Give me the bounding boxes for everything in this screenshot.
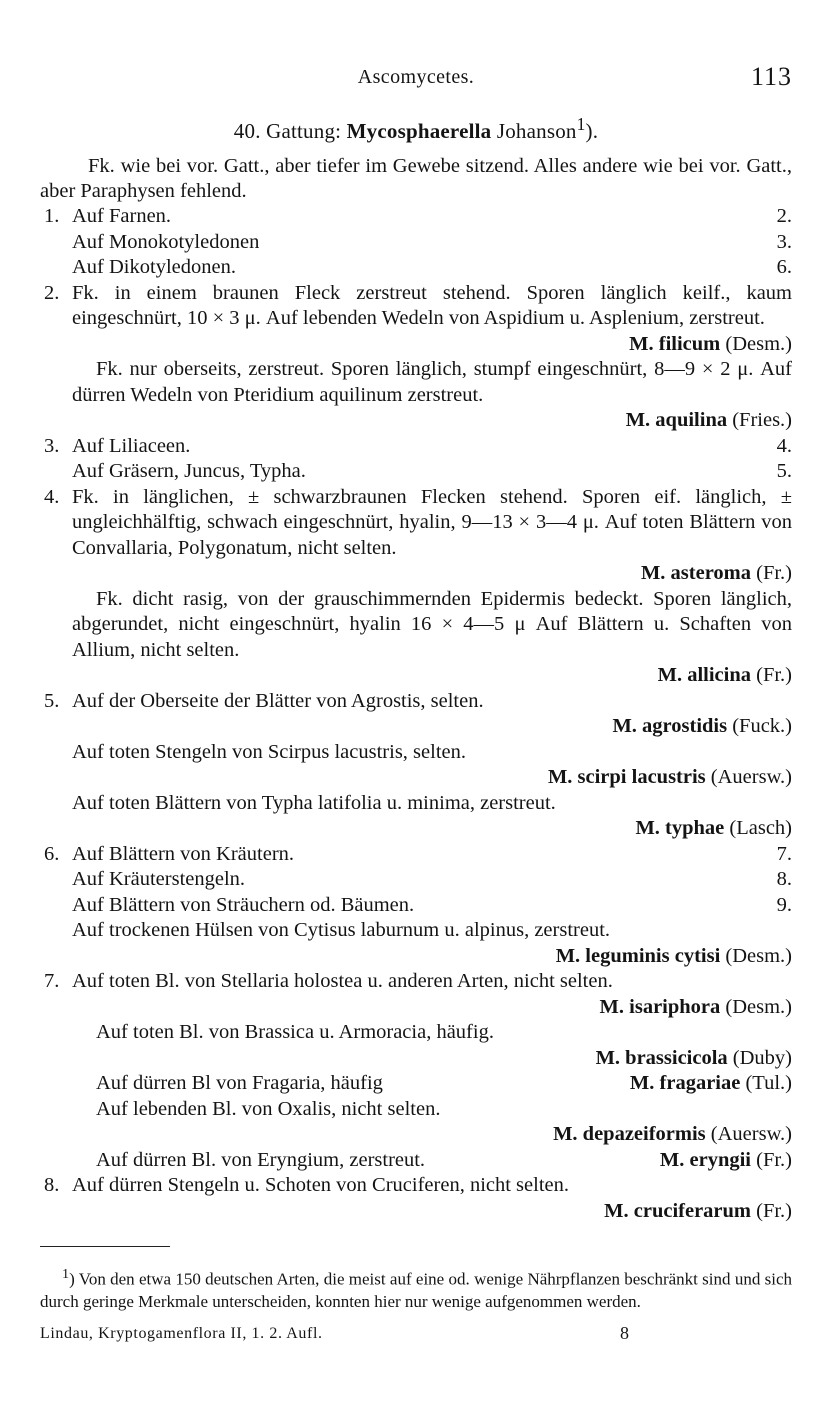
species-entry	[40, 587, 792, 689]
species-entry	[40, 281, 792, 358]
key-lead: 8.	[776, 868, 792, 890]
species-author: (Desm.)	[725, 944, 792, 967]
entry-text: Auf dürren Bl von Fragaria, häufig	[96, 1072, 383, 1094]
genus-description: Fk. wie bei vor. Gatt., aber tiefer im Gewebe sitzend. Alles andere wie bei vor. Gatt., aber Paraphysen fehlend.	[40, 155, 792, 202]
species-entry	[40, 1097, 792, 1148]
species-name-line	[72, 332, 792, 358]
species-entry	[40, 357, 792, 434]
genus-heading	[40, 114, 792, 144]
species-name-line	[72, 1046, 792, 1072]
species-name: M. agrostidis	[612, 715, 728, 737]
species-author: (Fr.)	[756, 562, 792, 584]
key-number: 5.	[44, 689, 60, 712]
species-entry	[40, 1148, 792, 1174]
key-text: Auf Dikotyledonen.	[72, 256, 236, 278]
footnote: $^1$) Von den etwa 150 deutschen Arten, die meist auf eine od. wenige Nährpflanzen beschränkt sind und sich durch geringe Merkmale unterscheiden, konnten hier nur wenige aufgenommen werden.	[40, 1266, 792, 1311]
species-name: M. typhae	[635, 817, 725, 839]
key-lead: 6.	[776, 256, 792, 278]
species-name: M. cruciferarum	[604, 1199, 751, 1222]
species-name-line	[72, 714, 792, 740]
species-entry	[40, 740, 792, 791]
species-name: M. scirpi lacustris	[547, 766, 706, 788]
entry-text: Auf dürren Stengeln u. Schoten von Cruciferen, nicht selten.	[72, 1174, 569, 1196]
key-line	[40, 867, 792, 893]
species-name-line	[72, 408, 792, 434]
species-name: M. brassicicola	[595, 1046, 728, 1069]
genus-prefix: 40. Gattung:	[233, 119, 347, 143]
entry-text: Fk. in länglichen, ± schwarzbraunen Flecken stehend. Sporen eif. länglich, ± ungleichhälftig, schwach eingeschnürt, hyalin, 9—13 × 3—4 μ. Auf toten Blättern von Convallaria, Polygonatum, nicht selten.	[72, 485, 792, 559]
entry-text: Fk. in einem braunen Fleck zerstreut stehend. Sporen länglich keilf., kaum eingeschnürt, 10 × 3 μ. Auf lebenden Wedeln von Aspidium u. Asplenium, zerstreut.	[72, 281, 792, 329]
species-author: (Desm.)	[725, 995, 792, 1018]
species-name-line	[72, 663, 792, 689]
entry-text: Auf toten Bl. von Brassica u. Armoracia, häufig.	[96, 1021, 494, 1043]
species-name: M. depazeiformis	[553, 1123, 706, 1145]
species-name: M. leguminis cytisi	[555, 944, 721, 967]
key-lead: 3.	[776, 230, 792, 253]
entry-text: Fk. nur oberseits, zerstreut. Sporen länglich, stumpf eingeschnürt, 8—9 × 2 μ. Auf dürren Wedeln von Pteridium aquilinum zerstreut.	[72, 358, 792, 406]
entry-text: Auf trockenen Hülsen von Cytisus laburnum u. alpinus, zerstreut.	[72, 919, 611, 941]
species-entry	[40, 791, 792, 842]
key-lead: 4.	[776, 434, 792, 457]
entry-text: Auf lebenden Bl. von Oxalis, nicht selten.	[96, 1097, 441, 1120]
species-name: M. allicina	[657, 664, 751, 686]
entry-text: Auf toten Bl. von Stellaria holostea u. anderen Arten, nicht selten.	[72, 970, 613, 992]
species-name-line	[606, 1071, 792, 1097]
key-lead: 7.	[776, 842, 792, 865]
footnote-text: Von den etwa 150 deutschen Arten, die meist auf eine od. wenige Nährpflanzen beschränkt sind und sich durch geringe Merkmale unterscheiden, konnten hier nur wenige aufgenommen werden.	[40, 1269, 792, 1311]
species-name-line	[72, 1122, 792, 1148]
page-number: 113	[750, 62, 792, 91]
entry-text: Fk. dicht rasig, von der grauschimmernden Epidermis bedeckt. Sporen länglich, abgerundet, nicht eingeschnürt, hyalin 16 × 4—5 μ Auf Blättern u. Schaften von Allium, nicht selten.	[72, 587, 792, 661]
genus-author: Johanson	[491, 119, 577, 143]
species-name-line	[72, 944, 792, 970]
species-author: (Auersw.)	[710, 1123, 792, 1145]
species-author: (Desm.)	[725, 332, 792, 355]
key-lead: 9.	[776, 893, 792, 916]
species-name-line	[72, 561, 792, 587]
key-line	[40, 842, 792, 868]
key-line	[40, 204, 792, 230]
key-line	[40, 255, 792, 281]
species-entry	[40, 689, 792, 740]
species-entry	[40, 485, 792, 587]
key-text: Auf Blättern von Sträuchern od. Bäumen.	[72, 893, 415, 916]
key-text: Auf Gräsern, Juncus, Typha.	[72, 460, 306, 482]
key-number: 8.	[44, 1174, 60, 1196]
species-entry	[40, 1020, 792, 1071]
footnote-mark: 1	[62, 1266, 70, 1282]
species-author: (Fr.)	[756, 1199, 792, 1222]
footnote-divider	[40, 1246, 170, 1247]
species-name: M. asteroma	[640, 562, 751, 584]
key-lead: 2.	[776, 205, 792, 227]
key-text: Auf Monokotyledonen	[72, 230, 260, 253]
key-line	[40, 893, 792, 919]
species-name-line	[72, 765, 792, 791]
species-author: (Duby)	[732, 1046, 792, 1069]
key-line	[40, 459, 792, 485]
species-entry	[40, 918, 792, 969]
key-group-2	[40, 434, 792, 485]
species-author: (Fr.)	[756, 664, 792, 686]
species-entry	[40, 969, 792, 1020]
species-name: M. aquilina	[625, 409, 728, 431]
key-group-1	[40, 204, 792, 281]
species-name: M. fragariae	[629, 1072, 741, 1094]
species-author: (Fries.)	[732, 409, 792, 431]
page-header	[40, 62, 792, 98]
species-author: (Auersw.)	[710, 766, 792, 788]
species-name: M. isariphora	[599, 995, 721, 1018]
key-number: 2.	[44, 281, 60, 304]
species-name-line	[72, 1199, 792, 1225]
key-number: 3.	[44, 434, 60, 457]
entry-text: Auf toten Blättern von Typha latifolia u. minima, zerstreut.	[72, 791, 556, 814]
key-text: Auf Blättern von Kräutern.	[72, 842, 295, 865]
species-author: (Lasch)	[729, 817, 792, 839]
entry-text: Auf toten Stengeln von Scirpus lacustris, selten.	[72, 740, 466, 763]
printer-signature	[40, 1322, 792, 1343]
key-number: 7.	[44, 970, 60, 992]
species-entry	[40, 1071, 792, 1097]
key-group-3	[40, 842, 792, 919]
key-lead: 5.	[776, 460, 792, 482]
key-text: Auf Farnen.	[72, 205, 172, 227]
genus-close: ).	[585, 119, 599, 143]
key-line	[40, 434, 792, 460]
species-author: (Tul.)	[745, 1072, 792, 1094]
key-text: Auf Liliaceen.	[72, 434, 191, 457]
species-name-line	[636, 1148, 792, 1174]
entry-text: Auf der Oberseite der Blätter von Agrostis, selten.	[72, 689, 484, 712]
signature-number: 8	[620, 1322, 630, 1343]
footnote-reference: 1	[576, 114, 586, 134]
species-name-line	[72, 995, 792, 1021]
running-title: Ascomycetes.	[357, 66, 475, 88]
key-number: 1.	[44, 205, 60, 227]
species-entry	[40, 1173, 792, 1224]
key-text: Auf Kräuterstengeln.	[72, 868, 246, 890]
key-line	[40, 230, 792, 256]
species-author: (Fuck.)	[732, 715, 792, 737]
species-name: M. eryngii	[659, 1148, 751, 1171]
species-name-line	[72, 816, 792, 842]
species-author: (Fr.)	[756, 1148, 792, 1171]
genus-name: Mycosphaerella	[346, 119, 492, 143]
species-name: M. filicum	[629, 332, 721, 355]
entry-text: Auf dürren Bl. von Eryngium, zerstreut.	[96, 1148, 426, 1171]
signature-text: Lindau, Kryptogamenflora II, 1. 2. Aufl.	[40, 1324, 323, 1342]
key-number: 6.	[44, 842, 60, 865]
key-number: 4.	[44, 485, 60, 508]
